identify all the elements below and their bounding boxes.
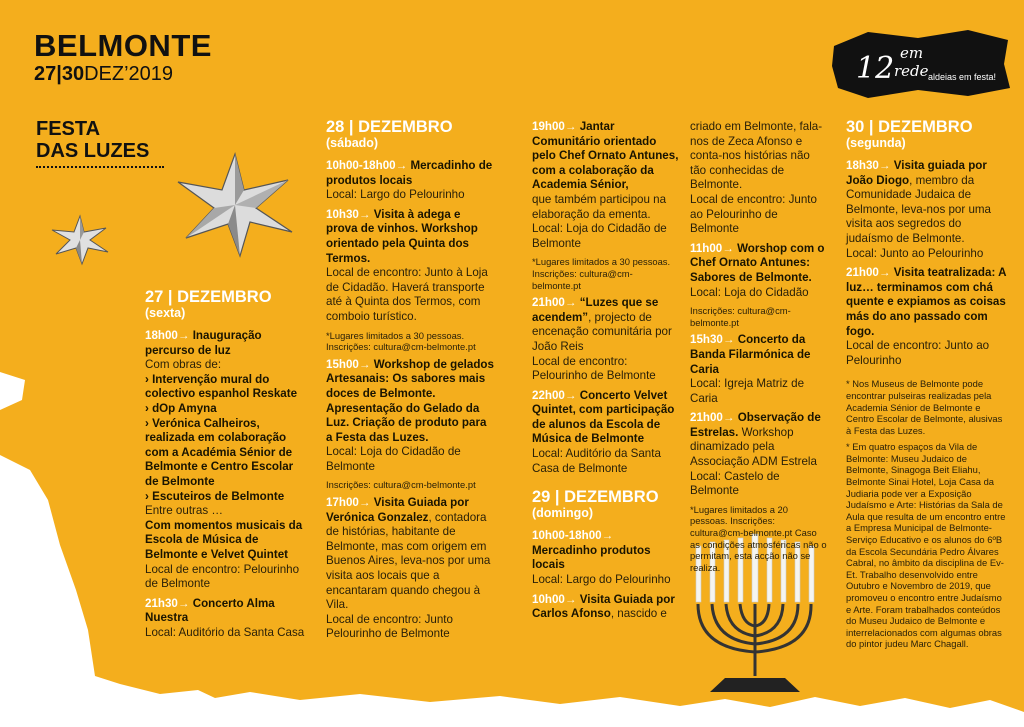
event: 10h00-18h00→ Mercadinho produtos locais Local: Largo do Pelourinho <box>532 529 671 587</box>
note: *Lugares limitados a 20 pessoas. Inscrições: cultura@cm-belmonte.pt Caso as condições atmosféricas não o permitam, esta acção não se realiza. <box>690 503 827 573</box>
star-icon <box>170 150 300 260</box>
event: 10h00-18h00→ Mercadinho de produtos locais Local: Largo do Pelourinho <box>326 159 493 202</box>
event: criado em Belmonte, fala-nos de Zeca Afonso e conta-nos histórias não tão conhecidas de Belmonte. Local de encontro: Junto ao Pelourinho de Belmonte <box>690 120 823 236</box>
event: 18h30→ Visita guiada por João Diogo, membro da Comunidade Judaica de Belmonte, leva-nos por uma visita aos segredos do judaísmo de Belmonte. Local: Junto ao Pelourinho <box>846 159 991 260</box>
day-subtitle: (sábado) <box>326 136 379 150</box>
svg-text:12: 12 <box>856 51 895 86</box>
note: Inscrições: cultura@cm-belmonte.pt <box>690 305 791 328</box>
day-title: 28 | DEZEMBRO <box>326 118 453 136</box>
day-title: 27 | DEZEMBRO <box>145 288 272 306</box>
day-28-column <box>326 118 494 647</box>
day-30-column <box>846 118 1008 655</box>
event-dates: 27|30DEZ’2019 <box>34 63 174 85</box>
event: 10h30→ Visita à adega e prova de vinhos. Workshop orientado pela Quinta dos Termos. Local de encontro: Junto à Loja de Cidadão. Haverá transporte até à Quinta dos Termos, com comboio turístico. <box>326 207 488 323</box>
festa-title: FESTA DAS LUZES <box>36 118 150 162</box>
event: 11h00→ Worshop com o Chef Ornato Antunes: Sabores de Belmonte. Local: Loja do Cidadão <box>690 241 825 299</box>
logo <box>828 24 1012 102</box>
event: 15h30→ Concerto da Banda Filarmónica de Caria Local: Igreja Matriz de Caria <box>690 333 811 405</box>
event: 10h00→ Visita Guiada por Carlos Afonso, nascido e <box>532 592 675 621</box>
event: 15h00→ Workshop de gelados Artesanais: Os sabores mais doces de Belmonte. Apresentação do Gelado da Luz. Criação de produto para a Festa das Luzes. Local: Loja do Cidadão de Belmonte <box>326 357 494 473</box>
brand-title: BELMONTE <box>34 28 212 63</box>
note: Inscrições: cultura@cm-belmonte.pt <box>326 479 476 491</box>
event: 19h00→ Jantar Comunitário orientado pelo Chef Ornato Antunes, com a colaboração da Academia Sénior, que também participou na elaboração da ementa. Local: Loja do Cidadão de Belmonte <box>532 120 679 250</box>
footnote: * Nos Museus de Belmonte pode encontrar pulseiras realizadas pela Academia Sénior de Belmonte e Centro Escolar de Belmonte, alusivas à Festa das Luzes. <box>846 378 1003 436</box>
event: 21h00→ Visita teatralizada: A luz… terminamos com chá quente e expiamos as coisas más do ano passado com fogo. Local de encontro: Junto ao Pelourinho <box>846 266 1007 367</box>
day-29-column <box>690 120 828 578</box>
svg-text:em: em <box>900 44 924 62</box>
svg-text:rede: rede <box>894 62 929 80</box>
event: 21h00→ “Luzes que se acendem”, projecto de encenação comunitária por João Reis Local de encontro: Pelourinho de Belmonte <box>532 296 672 383</box>
event: 22h00→ Concerto Velvet Quintet, com participação de alunos da Escola de Música de Belmonte Local: Auditório da Santa Casa de Belmonte <box>532 388 675 475</box>
day-subtitle: (sexta) <box>145 306 186 320</box>
dotted-divider <box>36 166 164 168</box>
star-icon <box>50 214 110 266</box>
day-27-column <box>145 288 305 645</box>
event: 17h00→ Visita Guiada por Verónica Gonzalez, contadora de histórias, habitante de Belmonte, mas com origem em Buenos Aires, leva-nos por uma visita aos locais que a encantaram quando chegou à Vila. Local de encontro: Junto Pelourinho de Belmonte <box>326 496 491 641</box>
day-28-29-column <box>532 120 680 627</box>
svg-text:aldeias em festa!: aldeias em festa! <box>928 72 997 82</box>
event: 21h00→ Observação de Estrelas. Workshop dinamizado pela Associação ADM Estrela Local: Castelo de Belmonte <box>690 411 821 498</box>
day-subtitle: (domingo) <box>532 506 594 521</box>
day-title: 29 | DEZEMBRO <box>532 488 659 507</box>
footnote: * Em quatro espaços da Vila de Belmonte: Museu Judaico de Belmonte, Sinagoga Beit Eliahu, Belmonte Sinai Hotel, Loja Casa da Judiaria pode ver a Exposição Judaísmo e Arte: Histórias da Sala de Aula que resulta de um encontro entre a Empresa Municipal de Belmonte- Serviço Educativo e os alunos do 6ºB da Escola Secundária Pedro Álvares Cabral, no âmbito da disciplina de Ev-Et. Trabalho desenvolvido entre Outubro e Novembro de 2019, que promoveu o encontro entre Judaísmo e Arte. Foram trabalhados conteúdos do Museu Judaico de Belmonte e interrelacionados com algumas obras do pintor judeu Marc Chagall. <box>846 441 1006 650</box>
day-subtitle: (segunda) <box>846 136 906 150</box>
note: *Lugares limitados a 30 pessoas. Inscrições: cultura@cm-belmonte.pt <box>532 256 671 291</box>
event: 21h30→ Concerto Alma Nuestra Local: Auditório da Santa Casa <box>145 596 305 639</box>
note: *Lugares limitados a 30 pessoas. Inscrições: cultura@cm-belmonte.pt <box>326 329 476 353</box>
event: 18h00→ Inauguração percurso de luz Com obras de: › Intervenção mural do colectivo espanhol Reskate › dOp Amyna › Verónica Calheiros, realizada em colaboração com a Académia Sénior de Belmonte e Centro Escolar de Belmonte › Escuteiros de Belmonte Entre outras … Com momentos musicais da Escola de Música de Belmonte e Velvet Quintet Local de encontro: Pelourinho de Belmonte <box>145 329 303 591</box>
day-title: 30 | DEZEMBRO <box>846 118 973 136</box>
